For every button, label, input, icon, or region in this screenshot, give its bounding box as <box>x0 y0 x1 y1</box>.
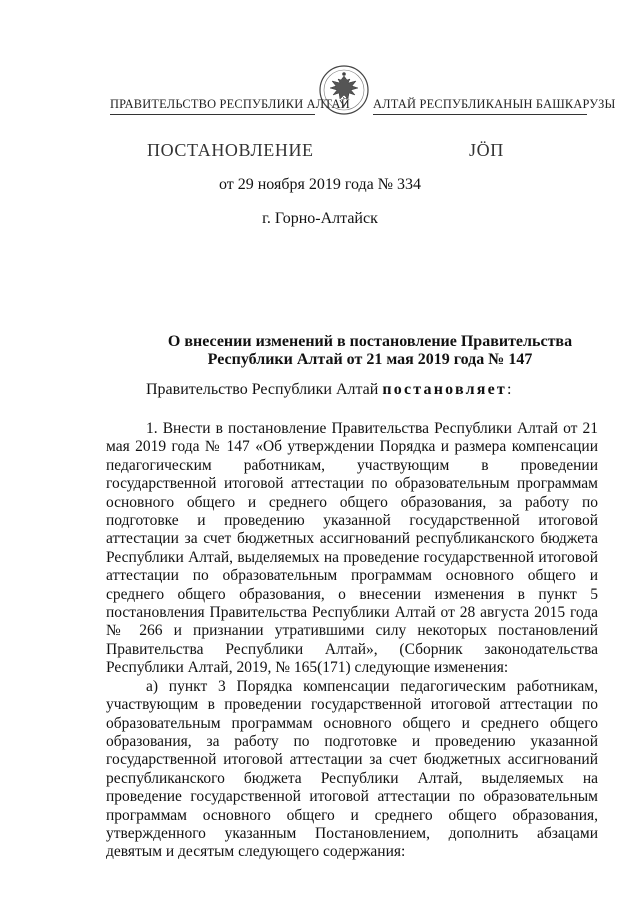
doc-type-ru: ПОСТАНОВЛЕНИЕ <box>147 140 314 160</box>
intro-emphasis: постановляет <box>382 381 507 398</box>
intro-line <box>146 381 511 399</box>
document-city: г. Горно-Алтайск <box>262 210 378 227</box>
document-body <box>106 420 598 862</box>
government-title-ru: ПРАВИТЕЛЬСТВО РЕСПУБЛИКИ АЛТАЙ <box>110 97 350 111</box>
intro-prefix: Правительство Республики Алтай <box>146 381 383 398</box>
government-title-alt: АЛТАЙ РЕСПУБЛИКАНЫН БАШКАРУЗЫ <box>373 97 616 111</box>
document-date-number: от 29 ноября 2019 года № 334 <box>218 176 422 193</box>
doc-type-alt: ЈӦП <box>469 140 504 160</box>
intro-suffix: : <box>506 381 512 398</box>
header-divider-left <box>110 114 315 115</box>
paragraph-a: а) пункт 3 Порядка компенсации педагогическим работникам, участвующим в проведении государственной итоговой аттестации по образовательным программам основного общего и среднего общего образования, за работу по подготовке и проведению указанной государственной итоговой аттестации за счет бюджетных ассигнований республиканского бюджета Республики Алтай, выделяемых на проведение государственной итоговой аттестации по образовательным программам основного общего и среднего общего образования, утвержденного указанным Постановлением, дополнить абзацами девятым и десятым следующего содержания: <box>106 677 598 861</box>
paragraph-1: 1. Внести в постановление Правительства Республики Алтай от 21 мая 2019 года № 147 «Об утверждении Порядка и размера компенсации педагогическим работникам, участвующим в проведении государственной итоговой аттестации по образовательным программам основного общего и среднего общего образования, за работу по подготовке и проведению указанной государственной итоговой аттестации за счет бюджетных ассигнований республиканского бюджета Республики Алтай, выделяемых на проведение государственной итоговой аттестации по образовательным программам основного общего и среднего общего образования, о внесении изменения в пункт 5 постановления Правительства Республики Алтай от 28 августа 2015 года № 266 и признании утратившими силу некоторых постановлений Правительства Республики Алтай», (Сборник законодательства Республики Алтай, 2019, № 165(171) следующие изменения: <box>106 420 598 677</box>
document-title: О внесении изменений в постановление Правительства Республики Алтай от 21 мая 2019 года № 147 <box>167 333 573 368</box>
header-divider-right <box>373 114 587 115</box>
